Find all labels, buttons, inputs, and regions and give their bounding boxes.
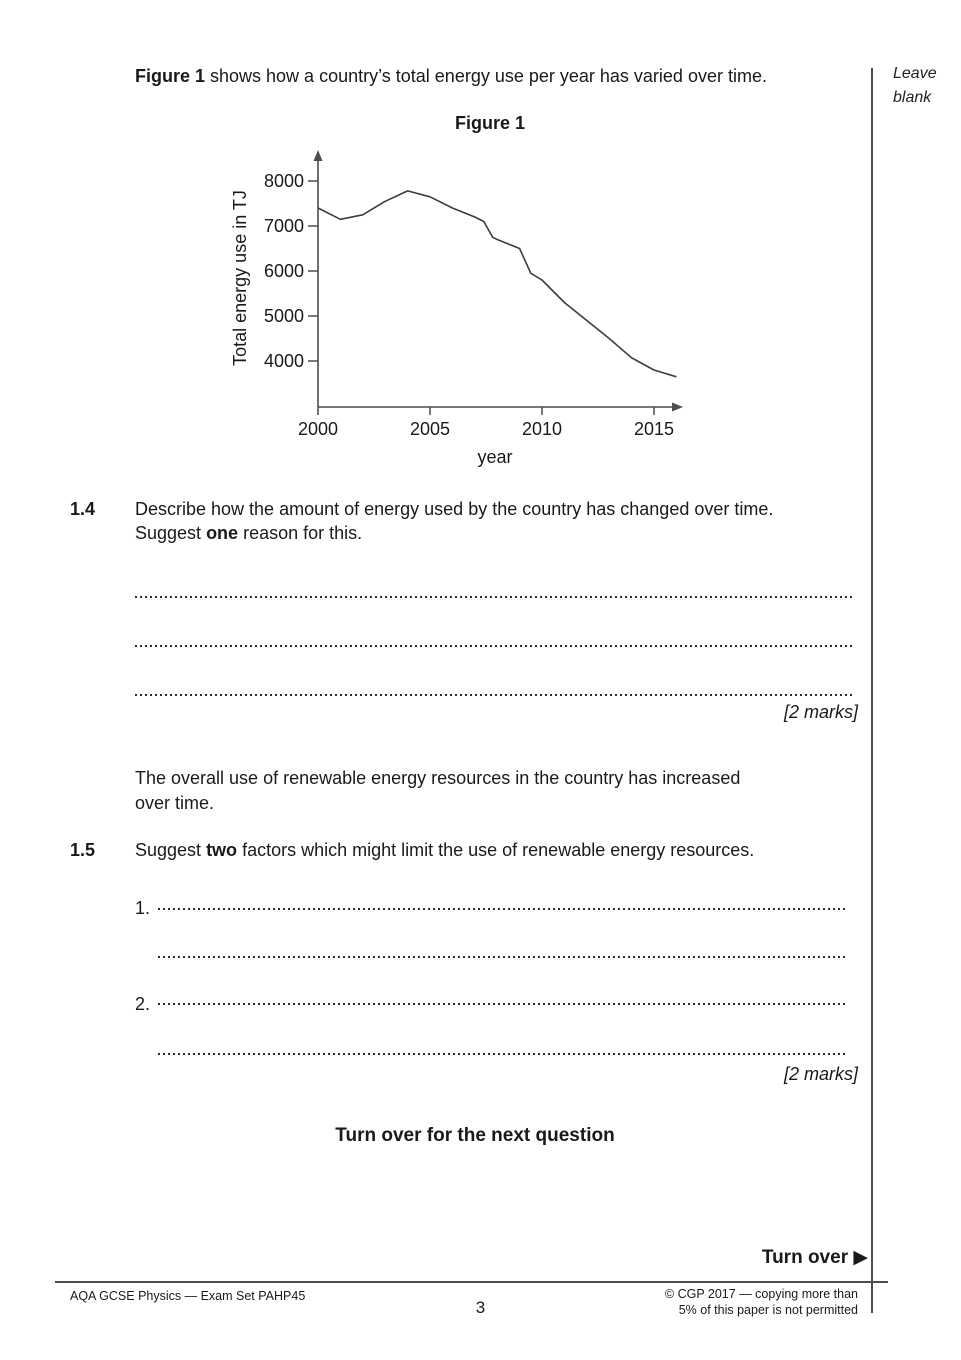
question-1-5-marks: [2 marks] [783,1064,858,1084]
question-1-4-marks: [2 marks] [783,702,858,722]
answer-line[interactable] [135,694,854,696]
footer-copyright: © CGP 2017 — copying more than 5% of this paper is not permitted [664,1287,858,1317]
y-tick-label: 4000 [263,351,304,371]
y-axis-title: Total energy use in TJ [230,190,250,366]
intro-text [135,64,860,88]
question-1-4-line1: Describe how the amount of energy used by the country has changed over time. [135,499,774,519]
y-tick-label: 6000 [263,261,304,281]
answer-line[interactable] [135,596,854,598]
footer-paper-title: AQA GCSE Physics — Exam Set PAHP45 [70,1289,306,1303]
energy-use-line-chart [230,145,700,480]
x-axis-title: year [477,447,513,467]
y-tick-label: 5000 [263,306,304,326]
renewables-paragraph: The overall use of renewable energy resources in the country has increased over time. [135,768,741,813]
turn-over-next-question-label: Turn over for the next question [335,1125,615,1146]
intro-figure-ref: Figure 1 [135,66,206,86]
turn-over-label: Turn over [761,1247,849,1268]
figure-title: Figure 1 [454,113,525,133]
margin-rule [871,68,873,1313]
x-tick-label: 2010 [521,419,563,439]
energy-use-series-line [318,191,676,377]
page-number: 3 [475,1298,486,1317]
question-1-4-line2: Suggest one reason for this. [135,523,363,543]
y-tick-label: 8000 [263,171,304,191]
answer-item-2-label: 2. [135,994,151,1014]
y-tick-label: 7000 [263,216,304,236]
turn-over-arrow-icon: ▶ [853,1247,868,1268]
answer-item-1-label: 1. [135,898,151,918]
y-axis-arrow-icon [314,150,323,161]
x-tick-label: 2005 [409,419,451,439]
turn-over-indicator [600,1246,868,1270]
question-1-4-number: 1.4 [70,499,96,519]
question-1-5-text: Suggest two factors which might limit the use of renewable energy resources. [135,840,755,860]
leave-blank-label: Leave blank [893,65,937,106]
answer-line[interactable] [135,645,854,647]
question-1-5-number: 1.5 [70,840,96,860]
x-axis-arrow-icon [672,403,683,412]
question-1-4-text [135,497,860,545]
answer-line[interactable] [158,908,848,910]
x-tick-label: 2000 [297,419,339,439]
answer-line[interactable] [158,956,848,958]
intro-rest: shows how a country’s total energy use per year has varied over time. [205,66,767,86]
x-tick-label: 2015 [633,419,675,439]
footer-rule [55,1281,888,1283]
answer-line[interactable] [158,1053,848,1055]
answer-line[interactable] [158,1003,848,1005]
